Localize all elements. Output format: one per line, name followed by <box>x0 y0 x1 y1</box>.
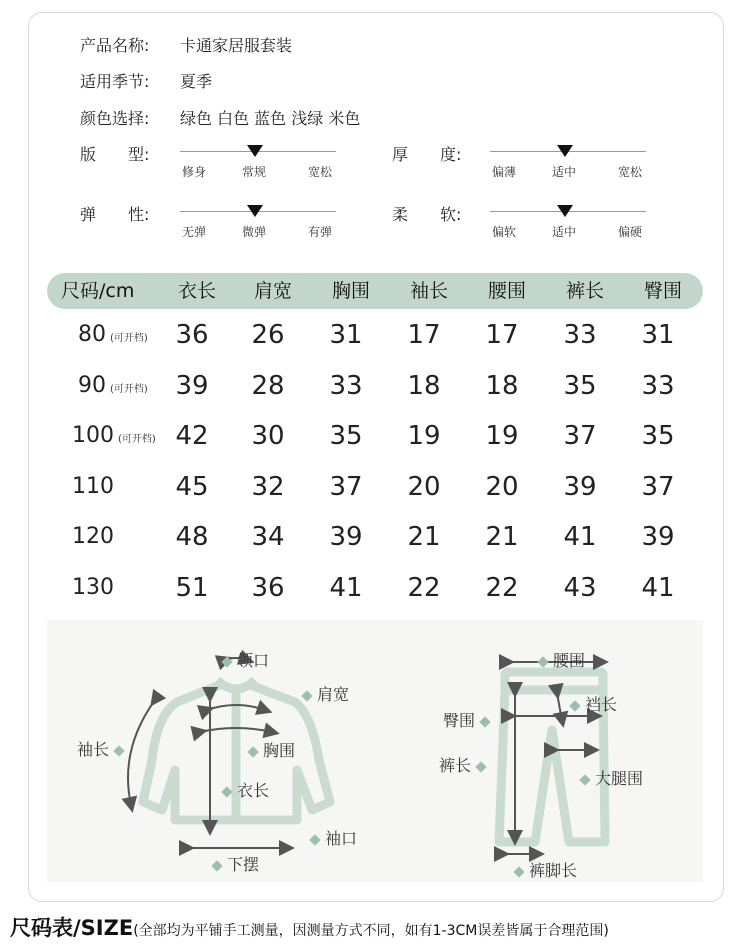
size-note: (可开档) <box>110 333 148 344</box>
softness-selected-marker <box>557 205 573 217</box>
header-waist: 腰围 <box>487 280 526 302</box>
season-value: 夏季 <box>180 72 213 91</box>
table-cell: 33 <box>329 370 363 401</box>
size-cell <box>72 524 114 549</box>
softness-option: 适中 <box>552 225 577 239</box>
size-cell <box>72 575 114 600</box>
size-value: 110 <box>72 473 114 499</box>
table-cell: 17 <box>407 320 441 350</box>
table-cell: 33 <box>641 370 675 401</box>
garment-illustration <box>47 620 703 882</box>
table-cell: 35 <box>329 421 363 452</box>
table-cell: 35 <box>641 421 675 452</box>
table-cell: 22 <box>407 573 441 603</box>
fit-label: 版 型: <box>80 145 150 164</box>
table-cell: 35 <box>563 370 597 401</box>
color-value: 绿色 白色 蓝色 浅绿 米色 <box>180 109 361 128</box>
thickness-option: 偏薄 <box>492 165 517 179</box>
label-thigh: 大腿围 <box>575 766 643 789</box>
table-cell: 20 <box>485 471 519 502</box>
product-name-value: 卡通家居服套装 <box>180 36 293 55</box>
header-size: 尺码/cm <box>61 280 135 302</box>
table-cell: 32 <box>251 471 285 502</box>
measurement-diagram <box>47 620 703 882</box>
elasticity-label: 弹 性: <box>80 205 150 224</box>
table-cell: 31 <box>641 320 675 350</box>
header-length: 衣长 <box>177 280 216 302</box>
thickness-scale <box>490 141 646 181</box>
table-cell: 36 <box>175 320 209 350</box>
label-chest: 胸围 <box>243 738 295 761</box>
fit-scale <box>180 141 336 181</box>
table-cell: 39 <box>329 522 363 553</box>
table-cell: 36 <box>251 573 285 603</box>
label-pants-length: 裤长 <box>439 753 491 776</box>
size-footer <box>10 912 609 942</box>
product-name-row <box>80 33 292 56</box>
table-cell: 19 <box>407 421 441 452</box>
table-cell: 43 <box>563 573 597 603</box>
size-value: 100 <box>72 423 114 449</box>
elasticity-scale <box>180 201 336 241</box>
header-sleeve: 袖长 <box>409 280 448 302</box>
label-waist: 腰围 <box>533 648 585 671</box>
label-length: 衣长 <box>217 778 269 801</box>
size-cell <box>72 474 114 499</box>
table-cell: 48 <box>175 522 209 553</box>
label-leg-opening: 裤脚长 <box>509 858 577 881</box>
size-cell <box>72 423 156 448</box>
table-cell: 22 <box>485 573 519 603</box>
label-shoulder: 肩宽 <box>297 682 349 705</box>
size-value: 120 <box>72 524 114 550</box>
table-cell: 37 <box>641 471 675 502</box>
label-hem: 下摆 <box>207 852 259 875</box>
thickness-option: 适中 <box>552 165 577 179</box>
table-cell: 41 <box>329 573 363 603</box>
season-label: 适用季节: <box>80 72 150 91</box>
product-name-label: 产品名称: <box>80 36 150 55</box>
header-pants: 裤长 <box>565 280 604 302</box>
thickness-option: 宽松 <box>618 165 643 179</box>
softness-option: 偏软 <box>492 225 517 239</box>
label-cuff: 袖口 <box>305 826 357 849</box>
table-cell: 51 <box>175 573 209 603</box>
table-cell: 30 <box>251 421 285 452</box>
table-cell: 45 <box>175 471 209 502</box>
fit-option: 宽松 <box>308 165 333 179</box>
size-value: 130 <box>72 575 114 600</box>
table-cell: 42 <box>175 421 209 452</box>
label-collar: 领口 <box>217 648 269 671</box>
size-value: 90 <box>78 372 106 398</box>
table-cell: 20 <box>407 471 441 502</box>
table-cell: 18 <box>407 370 441 401</box>
fit-option: 常规 <box>242 165 267 179</box>
label-rise: 裆长 <box>565 692 617 715</box>
elasticity-option: 无弹 <box>182 225 207 239</box>
table-cell: 31 <box>329 320 363 350</box>
header-hip: 臀围 <box>643 280 682 302</box>
color-row <box>80 106 360 129</box>
footer-note: (全部均为平铺手工测量，因测量方式不同，如有1-3CM误差皆属于合理范围) <box>133 923 609 939</box>
table-cell: 39 <box>641 522 675 553</box>
thickness-label: 厚 度: <box>392 145 462 164</box>
table-cell: 21 <box>407 522 441 553</box>
table-cell: 41 <box>641 573 675 603</box>
table-cell: 33 <box>563 320 597 350</box>
softness-option: 偏硬 <box>618 225 643 239</box>
size-cell <box>78 373 148 398</box>
season-row <box>80 69 212 92</box>
elasticity-option: 微弹 <box>242 225 267 239</box>
label-sleeve: 袖长 <box>77 737 129 760</box>
softness-scale <box>490 201 646 241</box>
fit-selected-marker <box>247 145 263 157</box>
size-value: 80 <box>78 322 106 347</box>
table-cell: 39 <box>563 471 597 502</box>
size-note: (可开档) <box>118 434 156 446</box>
elasticity-option: 有弹 <box>308 225 333 239</box>
table-cell: 17 <box>485 320 519 350</box>
softness-label: 柔 软: <box>392 205 462 224</box>
table-cell: 28 <box>251 370 285 401</box>
size-cell <box>78 322 148 347</box>
fit-option: 修身 <box>182 165 207 179</box>
table-cell: 18 <box>485 370 519 401</box>
table-cell: 37 <box>329 471 363 502</box>
header-shoulder: 肩宽 <box>253 280 292 302</box>
footer-title: 尺码表/SIZE <box>10 916 134 940</box>
size-table-header <box>47 273 703 309</box>
table-cell: 39 <box>175 370 209 401</box>
table-cell: 34 <box>251 522 285 553</box>
color-label: 颜色选择: <box>80 109 150 128</box>
table-cell: 21 <box>485 522 519 553</box>
table-cell: 37 <box>563 421 597 452</box>
size-note: (可开档) <box>110 383 148 395</box>
table-cell: 19 <box>485 421 519 452</box>
label-hip: 臀围 <box>443 708 495 731</box>
table-cell: 26 <box>251 320 285 350</box>
elasticity-selected-marker <box>247 205 263 217</box>
thickness-selected-marker <box>557 145 573 157</box>
header-chest: 胸围 <box>331 280 370 302</box>
table-cell: 41 <box>563 522 597 553</box>
